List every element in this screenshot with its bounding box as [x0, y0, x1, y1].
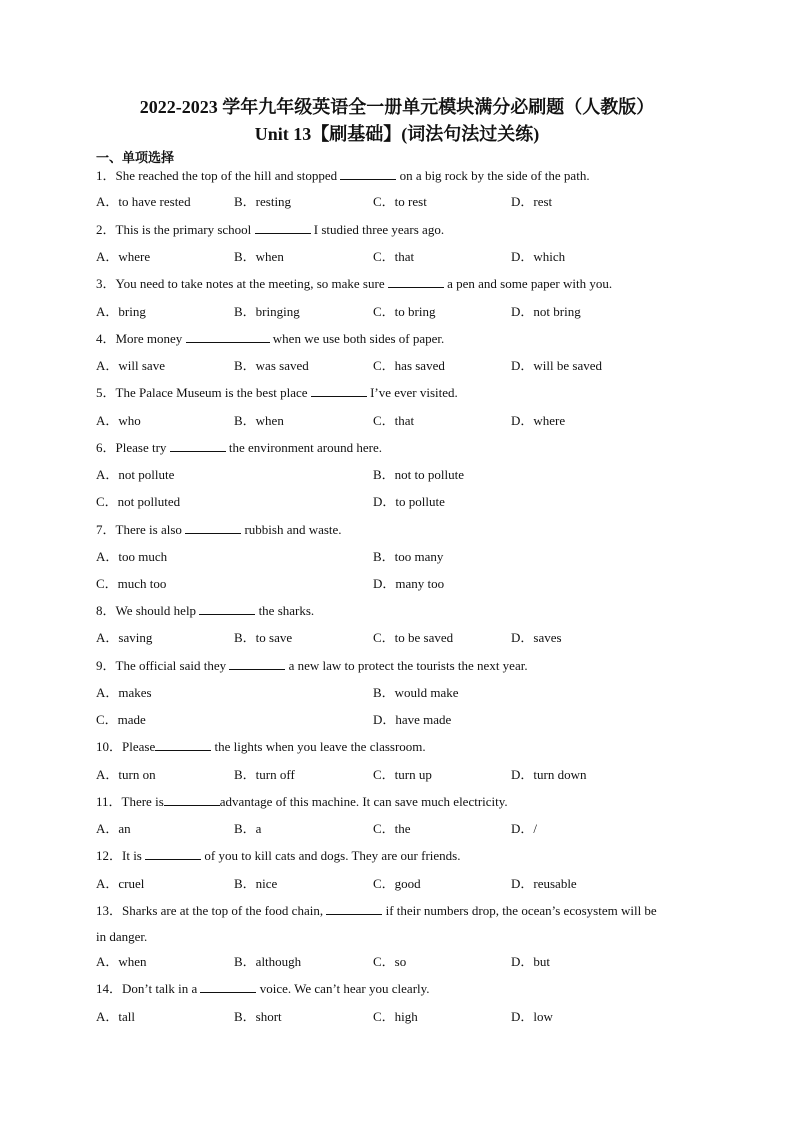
- answer-blank: [170, 440, 226, 452]
- option-b: B．a: [234, 821, 262, 836]
- answer-blank: [155, 739, 211, 751]
- option-a: A．to have rested: [96, 194, 191, 209]
- option-a: A．turn on: [96, 767, 156, 782]
- option-c: C．so: [373, 954, 407, 969]
- question-6: [96, 440, 706, 456]
- question-text: 6．Please try: [96, 440, 170, 455]
- question-14: [96, 981, 706, 997]
- option-b: B．when: [234, 249, 284, 264]
- option-b: B．nice: [234, 876, 278, 891]
- option-c: C．made: [96, 712, 146, 727]
- question-3: [96, 276, 706, 292]
- option-b: B．although: [234, 954, 302, 969]
- option-b: B．was saved: [234, 358, 309, 373]
- question-7: [96, 522, 706, 538]
- option-c: C．not polluted: [96, 494, 181, 509]
- option-d: D．many too: [373, 576, 445, 591]
- option-c: C．much too: [96, 576, 167, 591]
- answer-blank: [326, 903, 382, 915]
- question-text: 7．There is also: [96, 522, 186, 537]
- option-a: A．where: [96, 249, 151, 264]
- question-text-end: I’ve ever visited.: [366, 385, 458, 400]
- question-text: 12．It is: [96, 848, 146, 863]
- option-a: A．tall: [96, 1009, 135, 1024]
- option-c: C．to be saved: [373, 630, 454, 645]
- option-c: C．high: [373, 1009, 418, 1024]
- question-text-end: voice. We can’t hear you clearly.: [256, 981, 430, 996]
- document-subtitle: Unit 13【刷基础】(词法句法过关练): [254, 124, 540, 144]
- option-c: C．to rest: [373, 194, 427, 209]
- option-c: C．has saved: [373, 358, 445, 373]
- question-text-end: advantage of this machine. It can save much electricity.: [219, 794, 508, 809]
- question-text: 4．More money: [96, 331, 186, 346]
- question-4: [96, 331, 706, 347]
- question-text-end: when we use both sides of paper.: [269, 331, 445, 346]
- answer-blank: [340, 168, 396, 180]
- option-d: D．saves: [511, 630, 562, 645]
- option-d: D．which: [511, 249, 566, 264]
- option-c: C．good: [373, 876, 421, 891]
- option-d: D．have made: [373, 712, 452, 727]
- option-b: B．short: [234, 1009, 282, 1024]
- option-c: C．to bring: [373, 304, 436, 319]
- question-11: [96, 794, 706, 810]
- option-a: A．bring: [96, 304, 146, 319]
- question-10: [96, 739, 706, 755]
- option-b: B．to save: [234, 630, 293, 645]
- option-c: C．the: [373, 821, 411, 836]
- question-2: [96, 222, 706, 238]
- question-continuation: in danger.: [96, 929, 148, 944]
- option-b: B．resting: [234, 194, 292, 209]
- option-a: A．who: [96, 413, 141, 428]
- question-text: 2．This is the primary school: [96, 222, 255, 237]
- answer-blank: [311, 385, 367, 397]
- option-d: D．but: [511, 954, 551, 969]
- answer-blank: [255, 222, 311, 234]
- option-d: D．rest: [511, 194, 553, 209]
- document-title: 2022-2023 学年九年级英语全一册单元模块满分必刷题（人教版）: [139, 97, 655, 117]
- option-b: B．when: [234, 413, 284, 428]
- option-d: D．will be saved: [511, 358, 602, 373]
- answer-blank: [199, 603, 255, 615]
- option-d: D．where: [511, 413, 566, 428]
- option-a: A．cruel: [96, 876, 145, 891]
- option-d: D．low: [511, 1009, 553, 1024]
- question-text-end: if their numbers drop, the ocean’s ecosystem will be: [382, 903, 657, 918]
- option-d: D．/: [511, 821, 538, 836]
- option-c: C．turn up: [373, 767, 432, 782]
- question-text-end: the lights when you leave the classroom.: [211, 739, 426, 754]
- question-text: 13．Sharks are at the top of the food chain,: [96, 903, 327, 918]
- option-a: A．saving: [96, 630, 153, 645]
- question-text-end: a new law to protect the tourists the next year.: [285, 658, 528, 673]
- question-text-end: of you to kill cats and dogs. They are our friends.: [201, 848, 461, 863]
- question-text-end: on a big rock by the side of the path.: [396, 168, 590, 183]
- option-a: A．too much: [96, 549, 168, 564]
- option-d: D．not bring: [511, 304, 581, 319]
- question-5: [96, 385, 706, 401]
- option-a: A．will save: [96, 358, 165, 373]
- question-9: [96, 658, 706, 674]
- question-text: 10．Please: [96, 739, 156, 754]
- option-d: D．reusable: [511, 876, 577, 891]
- answer-blank: [388, 276, 444, 288]
- option-a: A．an: [96, 821, 131, 836]
- option-a: A．not pollute: [96, 467, 175, 482]
- option-d: D．to pollute: [373, 494, 445, 509]
- question-text: 14．Don’t talk in a: [96, 981, 201, 996]
- question-12: [96, 848, 706, 864]
- option-b: B．would make: [373, 685, 459, 700]
- question-text: 8．We should help: [96, 603, 200, 618]
- question-text-end: I studied three years ago.: [310, 222, 445, 237]
- option-c: C．that: [373, 413, 415, 428]
- question-text-end: the sharks.: [255, 603, 315, 618]
- section-heading: 一、单项选择: [96, 151, 175, 166]
- question-text: 11．There is: [96, 794, 164, 809]
- answer-blank: [229, 658, 285, 670]
- question-text: 5．The Palace Museum is the best place: [96, 385, 311, 400]
- question-text: 9．The official said they: [96, 658, 230, 673]
- question-text: 1．She reached the top of the hill and stopped: [96, 168, 341, 183]
- answer-blank: [186, 331, 270, 343]
- option-b: B．not to pollute: [373, 467, 465, 482]
- question-text-end: the environment around here.: [225, 440, 382, 455]
- option-d: D．turn down: [511, 767, 587, 782]
- answer-blank: [200, 981, 256, 993]
- question-text: 3．You need to take notes at the meeting, so make sure: [96, 276, 388, 291]
- answer-blank: [164, 794, 220, 806]
- option-a: A．makes: [96, 685, 152, 700]
- option-b: B．bringing: [234, 304, 300, 319]
- option-a: A．when: [96, 954, 147, 969]
- answer-blank: [145, 848, 201, 860]
- question-text-end: rubbish and waste.: [241, 522, 342, 537]
- option-b: B．turn off: [234, 767, 295, 782]
- question-1: [96, 168, 706, 184]
- question-8: [96, 603, 706, 619]
- option-b: B．too many: [373, 549, 444, 564]
- option-c: C．that: [373, 249, 415, 264]
- question-text-end: a pen and some paper with you.: [443, 276, 613, 291]
- question-13: [96, 903, 706, 919]
- answer-blank: [185, 522, 241, 534]
